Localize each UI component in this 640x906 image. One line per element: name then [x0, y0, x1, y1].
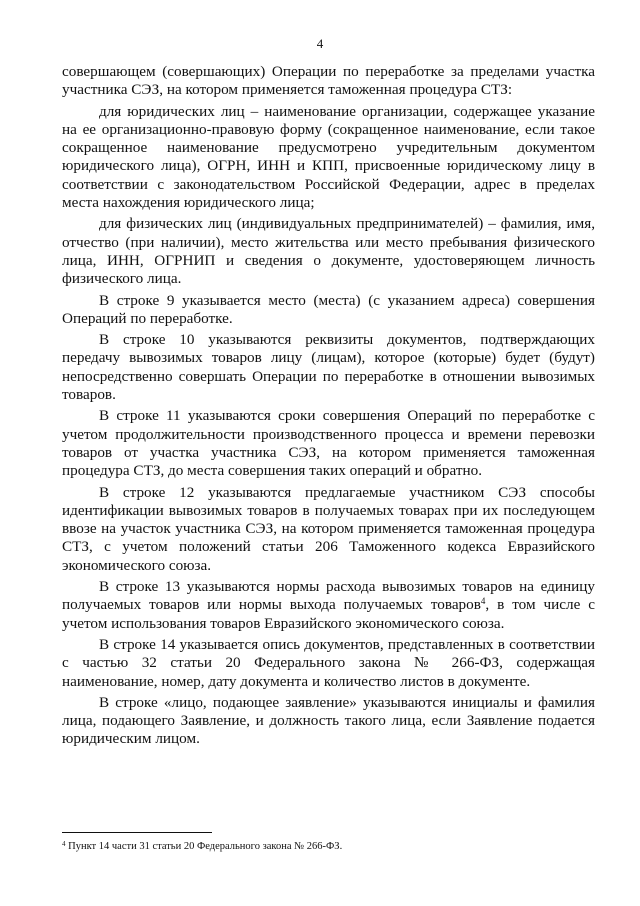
paragraph-line-13-text-end: , в том числе с учетом использования товаров Евразийского экономического союза.: [62, 596, 595, 632]
footnote-marker: 4: [62, 840, 66, 848]
paragraph-legal-entities: для юридических лиц – наименование организации, содержащее указание на ее организационно-правовую форму (сокращенное наименование, если такое сокращенное наименование предусмотрено учредительным документом юридического лица), ОГРН, ИНН и КПП, присвоенные юридическому лицу в соответствии с законодательством Российской Федерации, адрес в пределах места нахождения юридического лица;: [62, 102, 595, 212]
footnote-reference[interactable]: 4: [480, 596, 486, 607]
footnote: [62, 840, 595, 853]
paragraph-individuals: для физических лиц (индивидуальных предпринимателей) – фамилия, имя, отчество (при наличии), место жительства или место пребывания физического лица, ИНН, ОГРНИП и сведения о документе, удостоверяющем личность физического лица.: [62, 215, 595, 288]
paragraph-line-12: В строке 12 указываются предлагаемые участником СЭЗ способы идентификации вывозимых товаров в получаемых товарах при их последующем ввозе на участок участника СЭЗ, на котором применяется таможенная процедура СТЗ, с учетом положений статьи 206 Таможенного кодекса Евразийского экономического союза.: [62, 483, 595, 574]
page-number: 4: [316, 36, 324, 51]
paragraph-line-11: В строке 11 указываются сроки совершения Операций по переработке с учетом продолжительности производственного процесса и времени перевозки товаров от участка участника СЭЗ, на котором применяется таможенная процедура СТЗ, до места совершения таких операций и обратно.: [62, 407, 595, 480]
paragraph-intro: совершающем (совершающих) Операции по переработке за пределами участка участника СЭЗ, на котором применяется таможенная процедура СТЗ:: [62, 63, 595, 99]
paragraph-applicant-line: В строке «лицо, подающее заявление» указываются инициалы и фамилия лица, подающего Заявление, и должность такого лица, если Заявление подается юридическим лицом.: [62, 693, 595, 748]
footnote-divider: [62, 832, 212, 833]
paragraph-line-13-text-start: В строке 13 указываются нормы расхода вывозимых товаров на единицу получаемых товаров или нормы выхода получаемых товаров: [62, 578, 595, 614]
document-body: [62, 63, 595, 752]
paragraph-line-9: В строке 9 указывается место (места) (с указанием адреса) совершения Операций по переработке.: [62, 291, 595, 327]
paragraph-line-10: В строке 10 указываются реквизиты документов, подтверждающих передачу вывозимых товаров лицу (лицам), которое (которые) будет (будут) непосредственно совершать Операции по переработке в отношении вывозимых товаров.: [62, 331, 595, 404]
paragraph-line-13: [62, 578, 595, 633]
footnote-text: Пункт 14 части 31 статьи 20 Федерального закона № 266-ФЗ.: [65, 841, 343, 852]
paragraph-line-14: В строке 14 указывается опись документов, представленных в соответствии с частью 32 статьи 20 Федерального закона № 266-ФЗ, содержащая наименование, номер, дату документа и количество листов в документе.: [62, 635, 595, 690]
